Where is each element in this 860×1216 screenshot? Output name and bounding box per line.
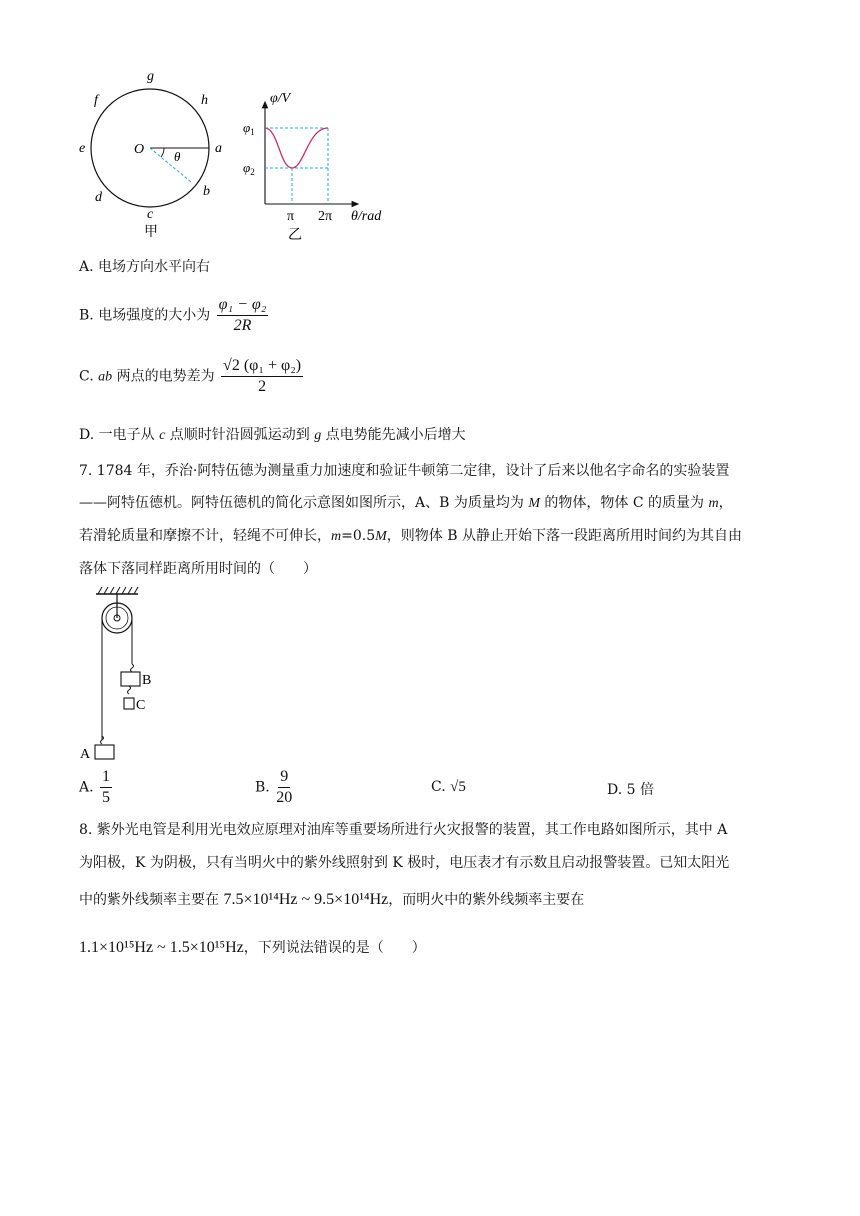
label-c: c [147,207,154,222]
label-theta: θ [174,149,181,164]
q6-option-c-ab: ab [98,369,113,385]
label-b: b [203,184,210,199]
q6-option-d-text2: 点顺时针沿圆弧运动到 [165,427,315,443]
q6-option-d-text3: 点电势能先减小后增大 [321,427,466,443]
q7-option-b [255,768,292,807]
potential-graph [238,86,398,244]
tick-phi2-sub: 2 [250,167,255,177]
q7-line-4: 落体下落同样距离所用时间的（ ） [79,561,317,577]
q7-line-2-b: 的物体，物体 C 的质量为 [539,495,709,511]
q7-line-3-a: 若滑轮质量和摩擦不计，轻绳不可伸长， [79,528,331,544]
q8-line-2: 为阳极，K 为阴极，只有当明火中的紫外线照射到 K 极时，电压表才有示数且启动报警装置。已知太阳光 [79,855,730,871]
block-B [121,672,140,686]
q7-line-3-m: m [331,529,342,544]
label-d: d [95,190,102,205]
label-a: a [215,141,222,156]
q7-option-c-label: C. [431,779,446,795]
block-C [124,698,134,709]
q6-option-c-fraction [221,357,303,396]
q6-option-d-g: g [314,428,322,443]
label-g: g [147,69,154,84]
q6-option-c-text: 两点的电势差为 [112,368,215,385]
q7-option-b-fraction [276,768,292,807]
potential-curve [265,128,328,168]
q7-option-c [431,779,466,796]
q6-option-b [79,296,268,335]
x-axis-label: θ/rad [351,209,382,224]
tick-phi2: φ [243,160,251,175]
q6-option-b-text: B. 电场强度的大小为 [79,307,211,324]
q7-line-3-M: M [375,529,387,544]
tick-phi1-sub: 1 [250,127,255,137]
label-h: h [201,93,208,108]
q7-option-a-num: 1 [100,768,112,788]
q7-option-c-value: √5 [450,779,466,795]
q7-option-a [79,768,112,807]
q6-option-b-den: 2R [233,317,252,334]
svg-text:φ/V [270,91,292,106]
q7-line-3 [79,525,742,545]
y-axis-label: φ/V [270,91,291,106]
q8-line-3-suffix: ，而明火中的紫外线频率主要在 [388,892,585,908]
svg-text:φ2 [243,160,255,177]
atwood-machine-figure [76,586,166,764]
q6-option-b-num: φ₁ − φ₂ [217,296,269,316]
q6-option-c-num: √2 (φ₁ + φ₂) [221,357,303,377]
label-A: A [80,747,91,762]
circle-figure [70,64,240,242]
q7-option-a-den: 5 [102,789,111,806]
q7-line-3-c: ，则物体 B 从静止开始下落一段距离所用时间约为其自由 [386,528,742,544]
q7-option-b-num: 9 [278,768,290,788]
tick-pi: π [287,209,295,224]
caption-jia: 甲 [144,225,158,240]
q8-line-1: 8. 紫外光电管是利用光电效应原理对油库等重要场所进行火灾报警的装置，其工作电路如图所示，其中 A [79,822,728,838]
q7-option-a-fraction [100,768,112,807]
q6-option-a: A. 电场方向水平向右 [79,259,211,275]
q8-line-4-suffix: ，下列说法错误的是（ ） [243,940,426,956]
q7-var-M: M [528,496,540,511]
q8-line-4 [79,937,426,957]
q6-option-c-den: 2 [258,378,267,395]
q8-line-3-prefix: 中的紫外线频率主要在 [79,892,219,908]
q7-option-b-label: B. [255,779,270,796]
q7-line-3-b: =0.5 [341,528,376,544]
q7-option-b-den: 20 [276,789,293,806]
q8-sunlight-uv-range: 7.5×10¹⁴Hz ~ 9.5×10¹⁴Hz [223,891,389,908]
q7-option-d: D. 5 倍 [607,782,654,798]
q6-option-c [79,357,303,396]
q7-line-2 [79,492,733,512]
q6-option-c-label: C. [79,368,99,385]
q8-flame-uv-range: 1.1×10¹⁵Hz ~ 1.5×10¹⁵Hz [79,939,244,956]
label-f: f [94,93,98,108]
q6-option-b-fraction [217,296,269,335]
q6-option-d [79,424,466,444]
label-e: e [79,141,86,156]
block-A [95,745,114,759]
svg-text:φ1 [243,120,255,137]
caption-yi: 乙 [288,228,302,243]
q7-var-m: m [708,496,719,511]
tick-phi1: φ [243,120,251,135]
q7-line-2-c: ， [718,495,733,511]
q7-line-1: 7. 1784 年，乔治·阿特伍德为测量重力加速度和验证牛顿第二定律，设计了后来以他名字命名的实验装置 [79,463,730,479]
q7-line-2-a: ——阿特伍德机。阿特伍德机的简化示意图如图所示，A、B 为质量均为 [79,495,529,511]
tick-2pi: 2π [318,209,333,224]
q6-option-d-text1: D. 一电子从 [79,427,160,443]
label-C: C [136,698,146,713]
q8-line-3 [79,889,584,909]
label-B: B [142,673,152,688]
q6-option-d-c: c [159,428,166,443]
q7-option-a-label: A. [79,779,94,796]
label-O: O [134,142,145,157]
